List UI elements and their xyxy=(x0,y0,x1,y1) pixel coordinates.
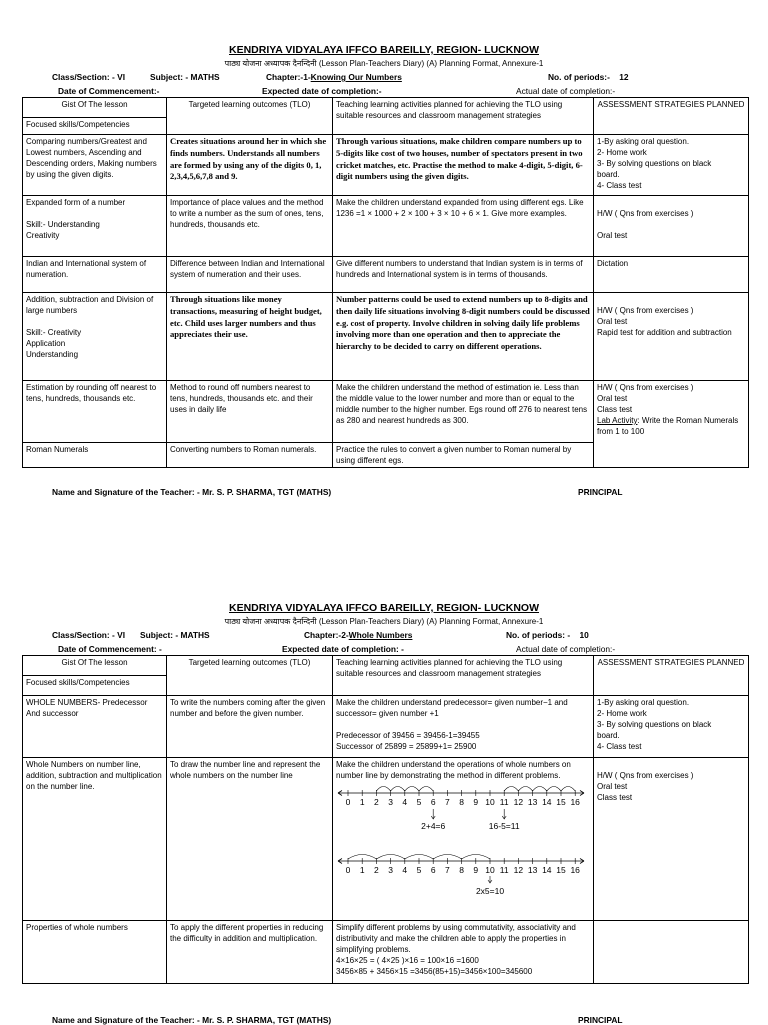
table-row-assessment: 1-By asking oral question. 2- Home work 3- By solving questions on black board. 4- Class test xyxy=(594,696,749,758)
tick-label: 1 xyxy=(359,865,365,875)
tick-label: 2 xyxy=(374,797,379,807)
plan1-subtitle: पाठ्य योजना अध्यापक दैनन्दिनी (Lesson Plan-Teachers Diary) (A) Planning Format, Annexure-1 xyxy=(224,59,544,68)
assessment-line: Oral test xyxy=(597,394,628,403)
plan2-actual: Actual date of completion:- xyxy=(516,644,616,654)
tick-label: 2 xyxy=(374,865,379,875)
tick-label: 8 xyxy=(459,865,464,875)
plan2-title: KENDRIYA VIDYALAYA IFFCO BAREILLY, REGION- LUCKNOW xyxy=(229,602,539,614)
tick-label: 10 xyxy=(485,865,495,875)
tick-label: 10 xyxy=(485,797,495,807)
tick-label: 9 xyxy=(473,797,479,807)
plan2-subtitle: पाठ्य योजना अध्यापक दैनन्दिनी (Lesson Plan-Teachers Diary) (A) Planning Format, Annexure-1 xyxy=(224,617,544,626)
table-row-activities: Give different numbers to understand that Indian system is in terms of hundreds and International system is in terms of thousands. xyxy=(333,257,594,293)
tick-label: 9 xyxy=(473,865,479,875)
table-row-tlo: Method to round off numbers nearest to tens, hundreds, thousands etc. and their uses in daily life xyxy=(167,381,333,443)
table-row-gist: Indian and International system of numeration. xyxy=(23,257,167,293)
tick-label: 5 xyxy=(416,865,422,875)
tick-label: 7 xyxy=(445,865,450,875)
plan1-periods-value: 12 xyxy=(619,72,629,82)
tick-label: 11 xyxy=(499,865,509,875)
tick-label: 3 xyxy=(388,865,393,875)
jump-arc xyxy=(419,787,433,792)
tick-label: 12 xyxy=(513,865,524,875)
table-row-activities: Make the children understand predecessor= given number−1 and successor= given number +1 Predecessor of 39456 = 39456-1=39455 Successor of 25899 = 25899+1= 25900 xyxy=(333,696,594,758)
table-row-tlo: Importance of place values and the method to write a number as the sum of ones, tens, hundreds, thousands etc. xyxy=(167,196,333,257)
table-row-activities: Practice the rules to convert a given number to Roman numeral by using different egs. xyxy=(333,443,594,468)
table-row-gist: Properties of whole numbers xyxy=(23,921,167,984)
plan2-class-section: Class/Section: - VI xyxy=(52,630,126,640)
jump-arc xyxy=(405,787,419,792)
tick-label: 13 xyxy=(527,797,538,807)
lab-activity xyxy=(597,415,745,437)
plan1-subject: Subject: - MATHS xyxy=(150,72,220,82)
table-row-assessment: H/W ( Qns from exercises ) Oral test xyxy=(594,196,749,257)
plan2-subject: Subject: - MATHS xyxy=(140,630,210,640)
table-row-gist: Roman Numerals xyxy=(23,443,167,468)
plan1-teacher-signature: Name and Signature of the Teacher: - Mr. S. P. SHARMA, TGT (MATHS) xyxy=(52,487,332,497)
table-row-gist: Estimation by rounding off nearest to tens, hundreds, thousands etc. xyxy=(23,381,167,443)
jump-arc xyxy=(561,787,575,792)
tick-label: 12 xyxy=(513,797,524,807)
table-row-gist: Comparing numbers/Greatest and Lowest numbers, Ascending and Descending orders, Making numbers by using the given digits. xyxy=(23,135,167,196)
annotation-label: 2+4=6 xyxy=(421,821,446,831)
jump-arc xyxy=(391,787,405,792)
number-line-1 xyxy=(338,787,584,832)
table-row-gist: WHOLE NUMBERS- Predecessor And successor xyxy=(23,696,167,758)
plan1-class-section: Class/Section: - VI xyxy=(52,72,126,82)
table-row-tlo: Difference between Indian and International system of numeration and their uses. xyxy=(167,257,333,293)
table-row-gist: Expanded form of a number Skill:- Understanding Creativity xyxy=(23,196,167,257)
header-assessment: ASSESSMENT STRATEGIES PLANNED xyxy=(594,98,749,135)
tick-label: 13 xyxy=(527,865,538,875)
jump-arc xyxy=(376,787,390,792)
table-row-tlo: Converting numbers to Roman numerals. xyxy=(167,443,333,468)
tick-label: 6 xyxy=(430,797,436,807)
table-row-tlo: To draw the number line and represent the whole numbers on the number line xyxy=(167,758,333,921)
plan1-principal: PRINCIPAL xyxy=(578,487,623,497)
plan2-chapter-label: Chapter:-2- xyxy=(304,630,349,640)
plan2-table xyxy=(22,655,749,984)
tick-label: 14 xyxy=(542,797,552,807)
table-row-assessment: Dictation xyxy=(594,257,749,293)
plan2-periods-value: 10 xyxy=(579,630,589,640)
tick-label: 0 xyxy=(345,865,351,875)
plan2-chapter xyxy=(304,630,412,640)
plan1-actual: Actual date of completion:- xyxy=(516,86,616,96)
table-row-tlo: To write the numbers coming after the given number and before the given number. xyxy=(167,696,333,758)
plan1-title: KENDRIYA VIDYALAYA IFFCO BAREILLY, REGION- LUCKNOW xyxy=(229,44,539,56)
tick-label: 8 xyxy=(459,797,464,807)
tick-label: 15 xyxy=(556,797,566,807)
plan2-periods-label: No. of periods: - xyxy=(506,630,571,640)
table-row-activities: Make the children understand expanded from using different egs. Like 1236 =1 × 1000 + 2 × 100 + 3 × 10 + 6 × 1. Give more examples. xyxy=(333,196,594,257)
tick-label: 4 xyxy=(402,797,408,807)
tick-label: 4 xyxy=(402,865,408,875)
header-activities: Teaching learning activities planned for achieving the TLO using suitable resources and classroom management strategies xyxy=(333,98,594,135)
header-tlo: Targeted learning outcomes (TLO) xyxy=(167,98,333,135)
tick-label: 15 xyxy=(556,865,566,875)
plan1-chapter xyxy=(266,72,402,82)
tick-label: 3 xyxy=(388,797,393,807)
plan2-expected: Expected date of completion: - xyxy=(282,644,404,654)
tick-label: 7 xyxy=(445,797,450,807)
plan2-principal: PRINCIPAL xyxy=(578,1015,623,1025)
table-row-tlo: Through situations like money transactions, measuring of height budget, etc. Child uses larger numbers and thus appreciates their use. xyxy=(167,293,333,381)
annotation-label: 16-5=11 xyxy=(488,821,520,831)
header-gist: Gist Of The lesson xyxy=(23,98,167,118)
tick-label: 14 xyxy=(542,865,552,875)
plan1-table xyxy=(22,97,749,468)
table-row-tlo: To apply the different properties in reducing the difficulty in addition and multiplication. xyxy=(167,921,333,984)
table-row-assessment xyxy=(594,921,749,984)
table-row-gist: Whole Numbers on number line, addition, subtraction and multiplication on the number line. xyxy=(23,758,167,921)
tick-label: 5 xyxy=(416,797,422,807)
header-tlo: Targeted learning outcomes (TLO) xyxy=(167,656,333,696)
table-row-activities: Simplify different problems by using commutativity, associativity and distributivity and make the children able to apply the properties in simplifying problems. 4×16×25 = ( 4×25 )×16 = 100×16 =1600 3456×85 + 3456×15 =3456(85+15)=3456×100=345600 xyxy=(333,921,594,984)
number-line-2 xyxy=(338,855,584,897)
table-row-gist: Addition, subtraction and Division of large numbers Skill:- Creativity Application Understanding xyxy=(23,293,167,381)
tick-label: 6 xyxy=(430,865,436,875)
jump-arc xyxy=(504,787,518,792)
assessment-line: Class test xyxy=(597,405,633,414)
table-row-assessment: 1-By asking oral question. 2- Home work 3- By solving questions on black board. 4- Class test xyxy=(594,135,749,196)
tick-label: 16 xyxy=(570,865,580,875)
plan1-commencement: Date of Commencement:- xyxy=(58,86,160,96)
tick-label: 16 xyxy=(570,797,580,807)
plan1-periods xyxy=(548,72,629,82)
jump-arc xyxy=(547,787,561,792)
plan1-chapter-name: Knowing Our Numbers xyxy=(310,72,402,82)
tick-label: 1 xyxy=(359,797,365,807)
table-row-activities xyxy=(333,758,594,921)
jump-arc xyxy=(533,787,547,792)
activity-text: Make the children understand the operations of whole numbers on number line by demonstrating the method in different problems. xyxy=(336,760,571,780)
annotation-label: 2x5=10 xyxy=(475,886,505,896)
table-row-activities: Make the children understand the method of estimation ie. Less than the middle value to the lower number and more than or equal to the middle number to the higher number. Egs round off 276 to nearest tens as 280 and nearest hundreds as 300. xyxy=(333,381,594,443)
plan2-teacher-signature: Name and Signature of the Teacher: - Mr. S. P. SHARMA, TGT (MATHS) xyxy=(52,1015,332,1025)
lab-activity-label: Lab Activity xyxy=(597,416,638,425)
header-gist: Gist Of The lesson xyxy=(23,656,167,676)
header-assessment: ASSESSMENT STRATEGIES PLANNED xyxy=(594,656,749,696)
tick-label: 11 xyxy=(499,797,509,807)
table-row-assessment xyxy=(594,381,749,468)
plan1-expected: Expected date of completion:- xyxy=(262,86,382,96)
table-row-tlo: Creates situations around her in which she finds numbers. Understands all numbers are formed by using any of the digits 0, 1, 2,3,4,5,6,7,8 and 9. xyxy=(167,135,333,196)
jump-arc xyxy=(518,787,532,792)
header-skills: Focused skills/Competencies xyxy=(23,118,167,135)
plan2-commencement: Date of Commencement: - xyxy=(58,644,162,654)
number-line-diagram xyxy=(336,783,586,903)
table-row-assessment: H/W ( Qns from exercises ) Oral test Rapid test for addition and subtraction xyxy=(594,293,749,381)
header-skills: Focused skills/Competencies xyxy=(23,676,167,696)
plan2-periods xyxy=(506,630,589,640)
lab-activity-text: : Write the Roman Numerals from 1 to 100 xyxy=(597,416,739,436)
plan1-chapter-label: Chapter:-1- xyxy=(266,72,311,82)
plan2-chapter-name: Whole Numbers xyxy=(348,630,413,640)
assessment-line: H/W ( Qns from exercises ) xyxy=(597,383,694,392)
plan1-periods-label: No. of periods:- xyxy=(548,72,610,82)
table-row-activities: Through various situations, make children compare numbers up to 5-digits like cost of two houses, number of spectators present in two cricket matches, etc. Practise the method to make 4-digit, 5-digit, 6-digit numbers using the given digits. xyxy=(333,135,594,196)
tick-label: 0 xyxy=(345,797,351,807)
table-row-assessment: H/W ( Qns from exercises ) Oral test Class test xyxy=(594,758,749,921)
header-activities: Teaching learning activities planned for achieving the TLO using suitable resources and classroom management strategies xyxy=(333,656,594,696)
table-row-activities: Number patterns could be used to extend numbers up to 8-digits and then daily life situations involving 8-digit numbers could be discussed e.g. cost of property. Involve children in solving daily life problems involving more than one operation and then to appreciate the hierarchy to be decided to carry on different operations. xyxy=(333,293,594,381)
